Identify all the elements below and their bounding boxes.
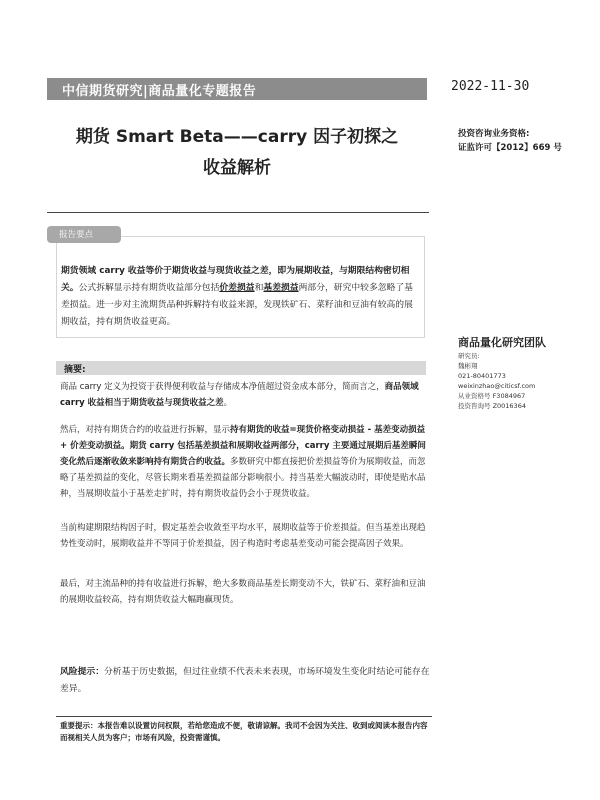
banner-text: 中信期货研究|商品量化专题报告 [62,84,257,99]
title-divider [47,212,429,213]
researcher-phone: 021-80401773 [458,372,506,380]
key-term-spread-pnl: 价差损益 [219,283,255,293]
license-info [458,127,562,155]
key-points-tab-label: 报告要点 [59,230,94,240]
title-line-1: 期货 Smart Beta——carry 因子初探之 [75,127,399,147]
paragraph-seg: 。 [223,398,233,408]
team-info [458,351,535,411]
license-line-2: 证监许可【2012】669 号 [458,143,562,153]
abstract-paragraph-2 [60,422,430,502]
abstract-paragraph-4: 最后，对主流品种的持有收益进行拆解，绝大多数商品基差长期变动不大，铁矿石、菜籽油和豆油的展期收益较高，持有期货收益大幅跑赢现货。 [60,579,426,605]
key-points-seg: 两部分，研究中较多忽略了基差损益。进一步对主流期货品种拆解持有收益来源，发现铁矿石、菜籽油和豆油有较高的展期收益，持有期货收益更高。 [61,283,413,327]
researcher-cert-1: 从业资格号 F3084967 [458,392,526,400]
paragraph-seg: 多数研究中都直接把价差损益等价为展期收益，而忽略了基差损益的变化，尽管长期来看基差损益部分影响很小。持当基差大幅波动时，即使是贴水品种，当展期收益小于基差走扩时，持有期货收益仍会小于现货收益。 [60,457,426,499]
researcher-cert-2: 投资咨询号 Z0016364 [458,402,526,410]
team-name: 商品量化研究团队 [458,336,546,349]
footer-divider [56,716,432,717]
disclaimer-text: 重要提示：本报告难以设置访问权限，若给您造成不便，敬请谅解。我司不会因为关注、收到或阅读本报告内容而视相关人员为客户；市场有风险，投资需谨慎。 [60,721,428,742]
title-line-2: 收益解析 [203,158,271,178]
paragraph-bold: 商品领域 carry 收益相当于期货收益与现货收益之差 [60,382,419,408]
researcher-name: 魏彬翔 [458,362,478,370]
report-series-banner [47,78,427,100]
key-points-seg: 公式拆解显示持有期货收益部分包括 [78,283,220,293]
key-points-tab [47,226,121,243]
paragraph-seg: 商品 carry 定义为投资于获得便利收益与存储成本净值超过资金成本部分，简而言之， [60,382,385,392]
risk-label: 风险提示： [60,667,104,677]
key-term-basis-pnl: 基差损益 [263,283,299,293]
report-title [47,122,427,184]
team-role: 研究员: [458,352,480,360]
license-line-1: 投资咨询业务资格: [458,129,530,139]
risk-warning [60,664,430,698]
researcher-email: weixinzhao@citicsf.com [458,382,536,390]
paragraph-bold: 持有期货的收益=现货价格变动损益 - 基差变动损益 + 价差变动损益。 [60,425,426,451]
abstract-paragraph-1 [60,379,430,411]
abstract-label: 摘要: [64,365,86,375]
paragraph-bold: 期货 carry 包括基差损益和展期收益两部分，carry 主要通过展期后基差瞬间变化然后逐渐收敛来影响持有期货合约收益。 [60,441,426,467]
paragraph-seg: 然后，对持有期货合约的收益进行拆解，显示 [60,425,231,435]
key-points-text [61,263,421,331]
abstract-header [56,361,426,375]
key-points-seg: 和 [254,283,264,293]
key-points-lead: 期货领域 carry 收益等价于期货收益与现货收益之差，即为展期收益，与期限结构密切相关。 [61,266,410,293]
report-date: 2022-11-30 [451,79,530,94]
risk-text: 分析基于历史数据，但过往业绩不代表未来表现，市场环境发生变化时结论可能存在差异。 [60,667,430,694]
abstract-paragraph-3: 当前构建期限结构因子时，假定基差会收敛至平均水平，展期收益等于价差损益。但当基差出现趋势性变动时，展期收益并不等同于价差损益，因子构造时考虑基差变动可能会提高因子效果。 [60,523,426,549]
